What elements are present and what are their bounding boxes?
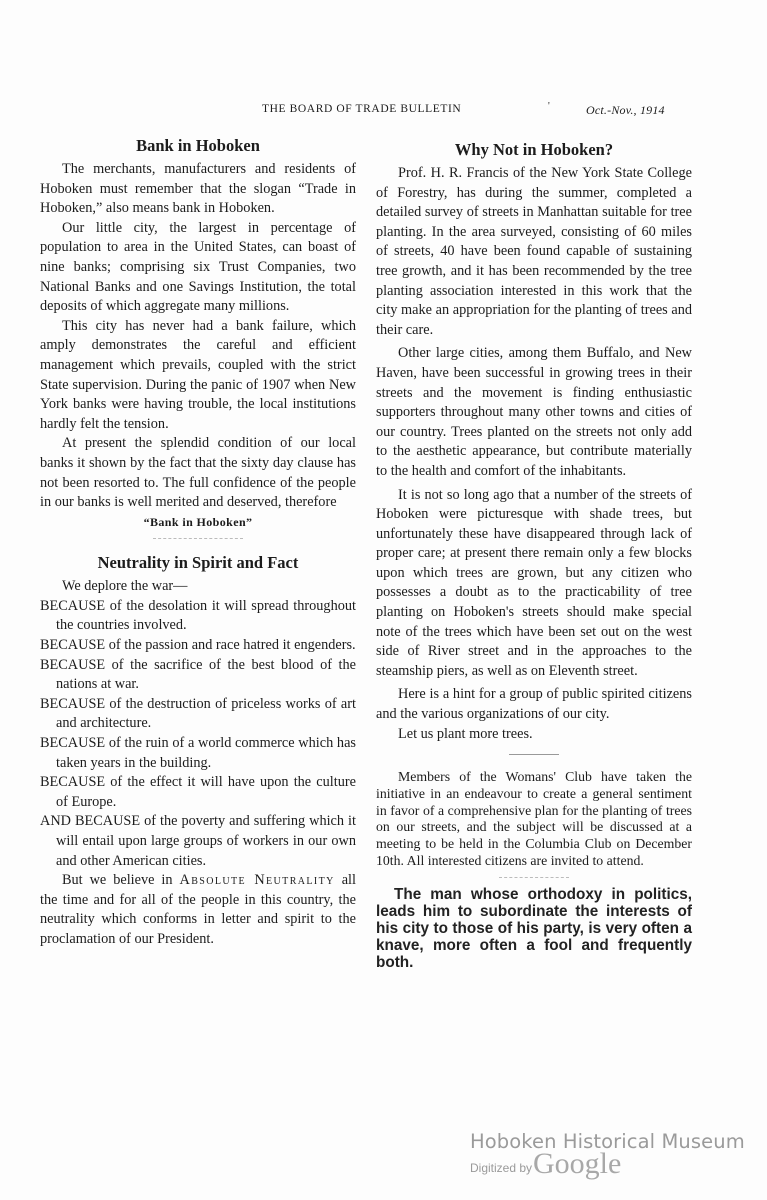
running-header [262, 101, 712, 121]
right-column [376, 140, 692, 971]
paragraph: It is not so long ago that a number of the streets of Hoboken were picturesque with shade trees, but unfortunately these have disappeared through lack of proper care; at present there remain only a few blocks upon which trees are grown, but any citizen who possesses a doubt as to the practicability of tree planting on Hoboken's streets should make special note of the trees which have been set out on the west side of River street and in the approaches to the steamship piers, as well as on Eleventh street. [376, 486, 692, 679]
political-quote: The man whose orthodoxy in politics, leads him to subordinate the interests of his city to those of his party, is very often a knave, more often a fool and frequently both. [376, 886, 692, 972]
digitized-by-label: Digitized by [470, 1161, 533, 1175]
paragraph: At present the splendid condition of our local banks it shown by the fact that the sixty day clause has not been resorted to. The full confidence of the people in our banks is well merited and deserved, therefore [40, 435, 356, 511]
reason-item: AND BECAUSE of the poverty and suffering which it will entail upon large groups of workers in our own and other American cities. [40, 813, 356, 869]
paragraph: Let us plant more trees. [398, 725, 533, 742]
closing-paragraph [40, 871, 356, 949]
paragraph: This city has never had a bank failure, which amply demonstrates the careful and efficient management which prevails, coupled with the strict State supervision. During the panic of 1907 when New York banks were having trouble, the local institutions hardly felt the tension. [40, 317, 356, 432]
paragraph: Our little city, the largest in percentage of population to area in the United States, can boast of nine banks; comprising six Trust Companies, two National Banks and one Savings Institution, the total deposits of which aggregate many millions. [40, 219, 356, 315]
section-divider [153, 538, 243, 539]
neutrality-article [40, 553, 356, 949]
reason-item: BECAUSE of the destruction of priceless works of art and architecture. [40, 695, 356, 732]
publication-title: THE BOARD OF TRADE BULLETIN [262, 103, 462, 115]
section-divider [509, 754, 559, 755]
article-title: Neutrality in Spirit and Fact [97, 553, 299, 573]
paragraph: The merchants, manufacturers and residents of Hoboken must remember that the slogan “Trade in Hoboken,” also means bank in Hoboken. [40, 161, 356, 217]
museum-name: Hoboken Historical Museum [470, 1130, 745, 1153]
paragraph: Here is a hint for a group of public spirited citizens and the various organizations of our city. [376, 686, 692, 723]
closing-prefix: But we believe in [62, 872, 173, 889]
section-divider [499, 877, 569, 878]
closing-suffix: all the time and for all of the people in this country, the neutrality which conforms in letter and spirit to the proclamation of our President. [40, 872, 356, 947]
left-column [40, 136, 356, 950]
article-title: Bank in Hoboken [136, 136, 260, 155]
bank-article [40, 136, 356, 539]
reason-item: BECAUSE of the sacrifice of the best blood of the nations at war. [40, 656, 356, 693]
printer-mark: ' [548, 101, 551, 112]
article-title: Why Not in Hoboken? [454, 140, 614, 159]
article-signoff: “Bank in Hoboken” [143, 514, 253, 529]
reason-item: BECAUSE of the desolation it will spread throughout the countries involved. [40, 597, 356, 634]
trees-article [376, 140, 692, 755]
intro-line: We deplore the war— [62, 578, 188, 595]
reason-item: BECAUSE of the passion and race hatred it engenders. [40, 637, 356, 654]
paragraph: Prof. H. R. Francis of the New York State College of Forestry, has during the summer, completed a detailed survey of streets in Manhattan suitable for tree planting. In the area surveyed, consisting of 60 miles of streets, 40 have been found capable of sustaining tree growth, and it has been recommended by the tree planting association interested in this work that the city make an appropriation for the planting of trees and their care. [376, 165, 692, 338]
watermark [470, 1130, 745, 1180]
reason-item: BECAUSE of the effect it will have upon the culture of Europe. [40, 774, 356, 810]
paragraph: Other large cities, among them Buffalo, and New Haven, have been successful in growing trees in their streets and the movement is finding enthusiastic supporters throughout many other towns and cities of our country. Trees planted on the streets not only add to the aesthetic appearance, but contribute materially to the health and comfort of the inhabitants. [376, 345, 692, 479]
womans-club-notice: Members of the Womans' Club have taken the initiative in an endeavour to create a general sentiment in favor of a comprehensive plan for the planting of trees on our streets, and the subject will be discussed at a meeting to be held in the Columbia Club on December 10th. All interested citizens are invited to attend. [376, 769, 692, 868]
google-logo: Google [533, 1147, 622, 1180]
closing-emphasis: Absolute Neutrality [179, 872, 335, 889]
reason-item: BECAUSE of the ruin of a world commerce which has taken years in the building. [40, 735, 356, 771]
issue-date: Oct.-Nov., 1914 [586, 103, 665, 117]
